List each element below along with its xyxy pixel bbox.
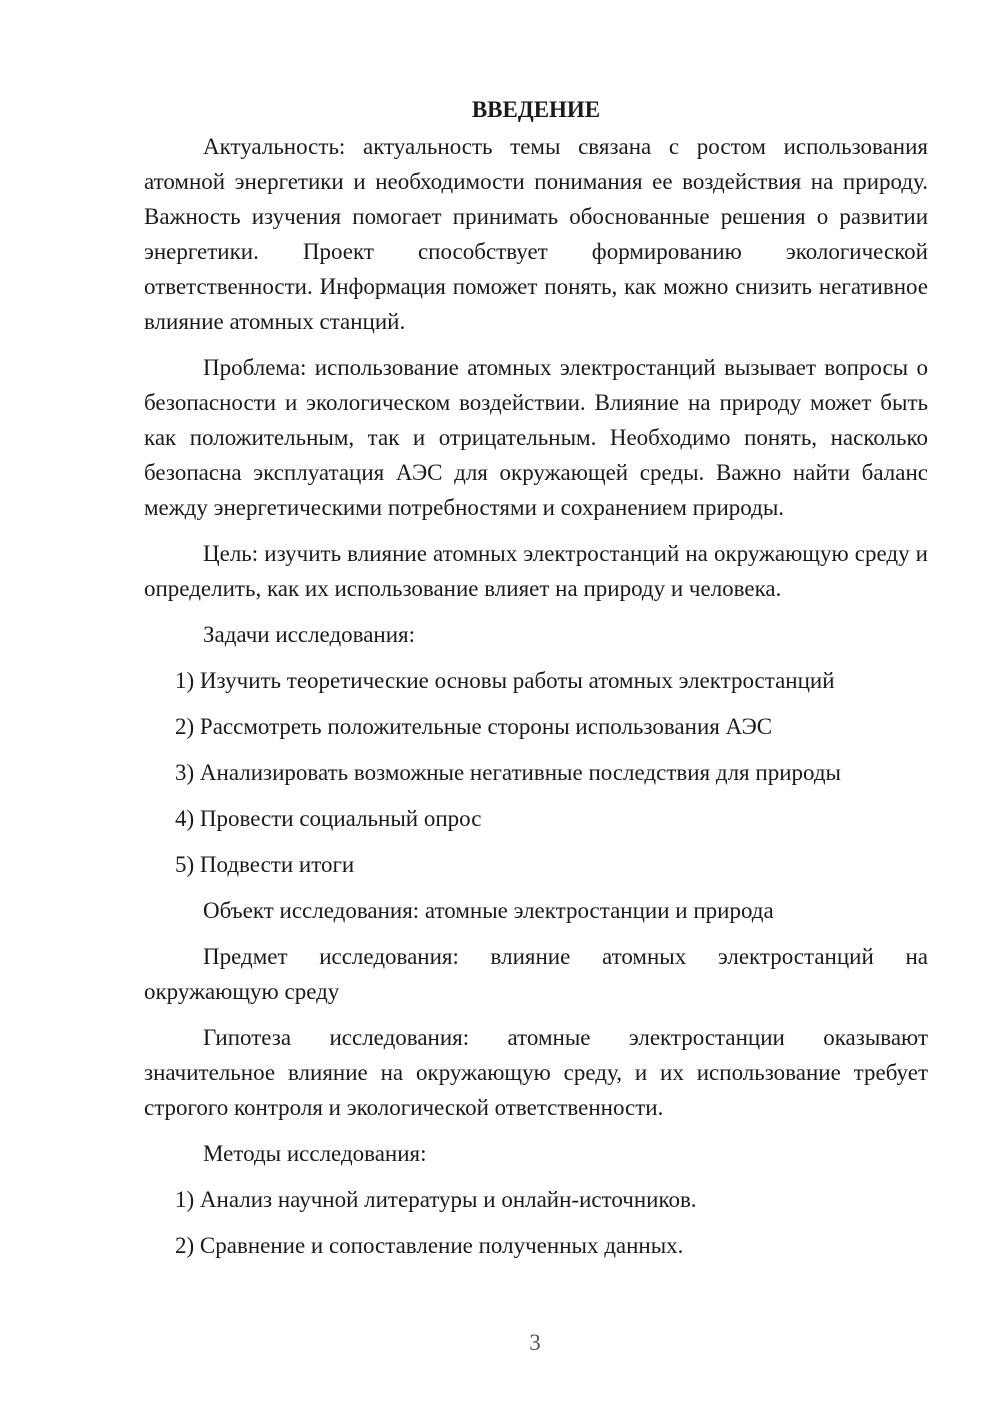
hypothesis-paragraph: Гипотеза исследования: атомные электростанции оказывают значительное влияние на окружающую среду, и их использование требует строгого контроля и экологической ответственности. [144,1025,928,1120]
task-item: 4) Провести социальный опрос [175,806,482,831]
task-item: 3) Анализировать возможные негативные последствия для природы [175,760,841,785]
method-item: 1) Анализ научной литературы и онлайн-источников. [175,1187,697,1212]
subject-paragraph: Предмет исследования: влияние атомных электростанций на окружающую среду [144,944,928,1004]
relevance-paragraph: Актуальность: актуальность темы связана с ростом использования атомной энергетики и необходимости понимания ее воздействия на природу. Важность изучения помогает принимать обоснованные решения о развитии энергетики. Проект способствует формированию экологической ответственности. Информация поможет понять, как можно снизить негативное влияние атомных станций. [144,134,928,334]
goal-paragraph: Цель: изучить влияние атомных электростанций на окружающую среду и определить, как их использование влияет на природу и человека. [144,541,928,601]
task-item: 5) Подвести итоги [175,852,355,877]
tasks-heading: Задачи исследования: [203,622,416,647]
task-item: 1) Изучить теоретические основы работы атомных электростанций [175,668,835,693]
document-title: ВВЕДЕНИЕ [471,97,601,122]
page-number: 3 [529,1330,541,1355]
document-page [144,92,928,1274]
methods-heading: Методы исследования: [203,1141,427,1166]
task-item: 2) Рассмотреть положительные стороны использования АЭС [175,714,773,739]
method-item: 2) Сравнение и сопоставление полученных данных. [175,1233,684,1258]
problem-paragraph: Проблема: использование атомных электростанций вызывает вопросы о безопасности и экологическом воздействии. Влияние на природу может быть как положительным, так и отрицательным. Необходимо понять, насколько безопасна эксплуатация АЭС для окружающей среды. Важно найти баланс между энергетическими потребностями и сохранением природы. [144,355,928,520]
object-paragraph: Объект исследования: атомные электростанции и природа [203,898,774,923]
